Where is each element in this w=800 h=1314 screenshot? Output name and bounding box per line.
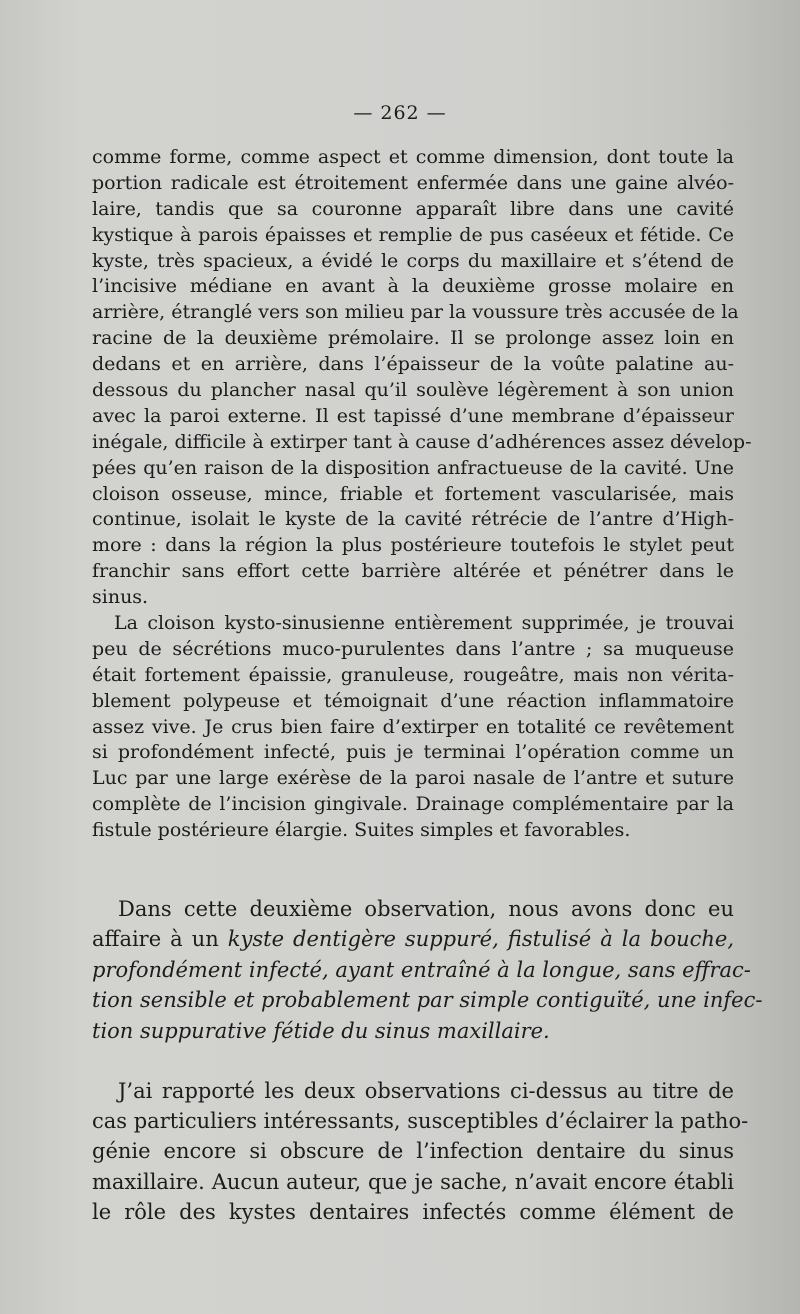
text-line: franchir sans effort cette barrière altérée et pénétrer dans le — [92, 560, 734, 583]
text-line: dessous du plancher nasal qu’il soulève légèrement à son union — [92, 379, 734, 402]
text-line: arrière, étranglé vers son milieu par la voussure très accusée de la — [92, 301, 739, 324]
text-line: dedans et en arrière, dans l’épaisseur de la voûte palatine au- — [92, 353, 734, 376]
text-line: sinus. — [92, 586, 149, 609]
case-description — [92, 145, 752, 844]
text-line: pées qu’en raison de la disposition anfractueuse de la cavité. Une — [92, 456, 734, 479]
text-line: affaire à un kyste dentigère suppuré, fistulisé à la bouche, — [92, 927, 735, 952]
text-line: maxillaire. Aucun auteur, que je sache, n’avait encore établi — [92, 1169, 734, 1194]
text-line: La cloison kysto-sinusienne entièrement supprimée, je trouvai — [114, 612, 734, 635]
text-line: kystique à parois épaisses et remplie de pus caséeux et fétide. Ce — [92, 223, 734, 246]
text-line: fistule postérieure élargie. Suites simples et favorables. — [92, 819, 631, 842]
text-line: laire, tandis que sa couronne apparaît libre dans une cavité — [92, 197, 734, 220]
text-line: inégale, difficile à extirper tant à cause d’adhérences assez dévelop- — [92, 430, 752, 453]
text-line: blement polypeuse et témoignait d’une réaction inflammatoire — [92, 689, 734, 712]
text-line: cas particuliers intéressants, susceptibles d’éclairer la patho- — [92, 1109, 749, 1134]
text-line: assez vive. Je crus bien faire d’extirper en totalité ce revêtement — [92, 715, 734, 738]
text-line: tion sensible et probablement par simple contiguïté, une infec- — [92, 988, 763, 1013]
text-line: kyste, très spacieux, a évidé le corps du maxillaire et s’étend de — [92, 249, 734, 272]
text-line: complète de l’incision gingivale. Drainage complémentaire par la — [92, 793, 734, 816]
closing-paragraph — [92, 1076, 749, 1227]
page-number: — 262 — — [353, 102, 447, 124]
text-line: tion suppurative fétide du sinus maxillaire. — [92, 1018, 550, 1043]
text-line: cloison osseuse, mince, friable et fortement vascularisée, mais — [92, 482, 734, 505]
text-line: avec la paroi externe. Il est tapissé d’une membrane d’épaisseur — [92, 404, 734, 427]
text-line: Dans cette deuxième observation, nous avons donc eu — [118, 897, 734, 921]
text-line: était fortement épaissie, granuleuse, rougeâtre, mais non vérita- — [92, 663, 734, 686]
text-line: continue, isolait le kyste de la cavité rétrécie de l’antre d’High- — [92, 508, 734, 531]
text-line: peu de sécrétions muco-purulentes dans l’antre ; sa muqueuse — [92, 637, 734, 660]
text-line: J’ai rapporté les deux observations ci-dessus au titre de — [118, 1079, 734, 1103]
text-line: Luc par une large exérèse de la paroi nasale de l’antre et suture — [92, 767, 734, 790]
text-line: more : dans la région la plus postérieure toutefois le stylet peut — [92, 534, 734, 557]
text-line: le rôle des kystes dentaires infectés comme élément de — [92, 1199, 734, 1224]
text-line: portion radicale est étroitement enfermée dans une gaine alvéo- — [92, 171, 734, 194]
text-line: génie encore si obscure de l’infection dentaire du sinus — [92, 1139, 734, 1164]
text-line: si profondément infecté, puis je terminai l’opération comme un — [92, 741, 734, 764]
text-line: l’incisive médiane en avant à la deuxième grosse molaire en — [92, 275, 734, 298]
conclusion-paragraph — [92, 894, 763, 1046]
text-line: profondément infecté, ayant entraîné à la longue, sans effrac- — [92, 957, 751, 982]
text-line: racine de la deuxième prémolaire. Il se prolonge assez loin en — [92, 327, 734, 350]
text-line: comme forme, comme aspect et comme dimension, dont toute la — [92, 146, 734, 168]
